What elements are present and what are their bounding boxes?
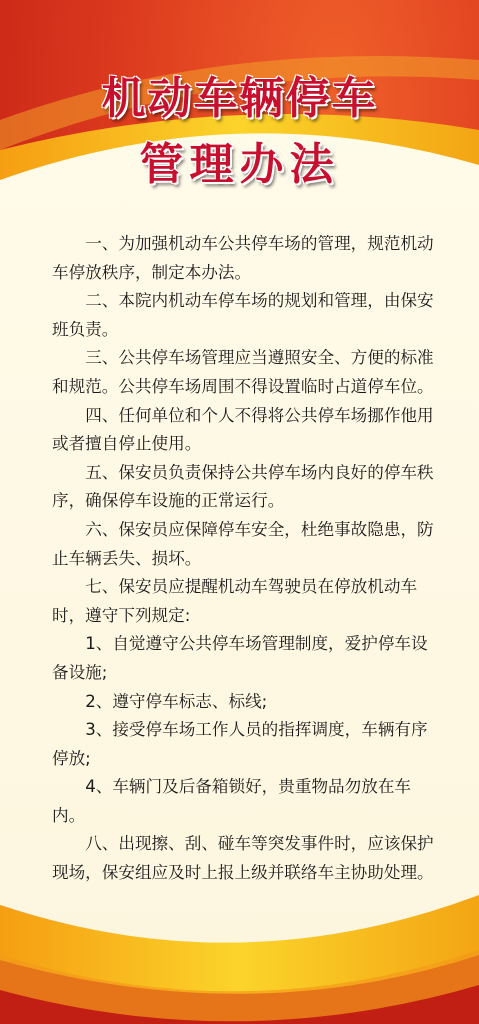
sub-item-3: 3、接受停车场工作人员的指挥调度，车辆有序停放; bbox=[52, 720, 428, 768]
paragraph-6: 六、保安员应保障停车安全，杜绝事故隐患，防止车辆丢失、损坏。 bbox=[52, 519, 434, 568]
title-line-2: 管理办法 bbox=[139, 139, 340, 190]
paragraph-1: 一、为加强机动车公共停车场的管理，规范机动车停放秩序，制定本办法。 bbox=[52, 234, 434, 282]
paragraph-7: 七、保安员应提醒机动车驾驶员在停放机动车时，遵守下列规定: bbox=[52, 577, 418, 625]
title-line-1: 机动车辆停车 bbox=[101, 73, 378, 124]
paragraph-3: 三、公共停车场管理应当遵照安全、方便的标准和规范。公共停车场周围不得设置临时占道停车位。 bbox=[52, 348, 434, 396]
sub-item-4: 4、车辆门及后备箱锁好，贵重物品勿放在车内。 bbox=[52, 777, 412, 825]
paragraph-2: 二、本院内机动车停车场的规划和管理，由保安班负责。 bbox=[52, 291, 434, 339]
regulation-body bbox=[52, 230, 440, 888]
paragraph-8: 八、出现擦、刮、碰车等突发事件时，应该保护现场，保安组应及时上报上级并联络车主协助处理。 bbox=[52, 834, 434, 883]
paragraph-4: 四、任何单位和个人不得将公共停车场挪作他用或者擅自停止使用。 bbox=[52, 405, 434, 454]
sub-item-2: 2、遵守停车标志、标线; bbox=[85, 691, 268, 711]
paragraph-5: 五、保安员负责保持公共停车场内良好的停车秩序，确保停车设施的正常运行。 bbox=[52, 462, 434, 511]
sub-item-1: 1、自觉遵守公共停车场管理制度，爱护停车设备设施; bbox=[52, 634, 428, 682]
